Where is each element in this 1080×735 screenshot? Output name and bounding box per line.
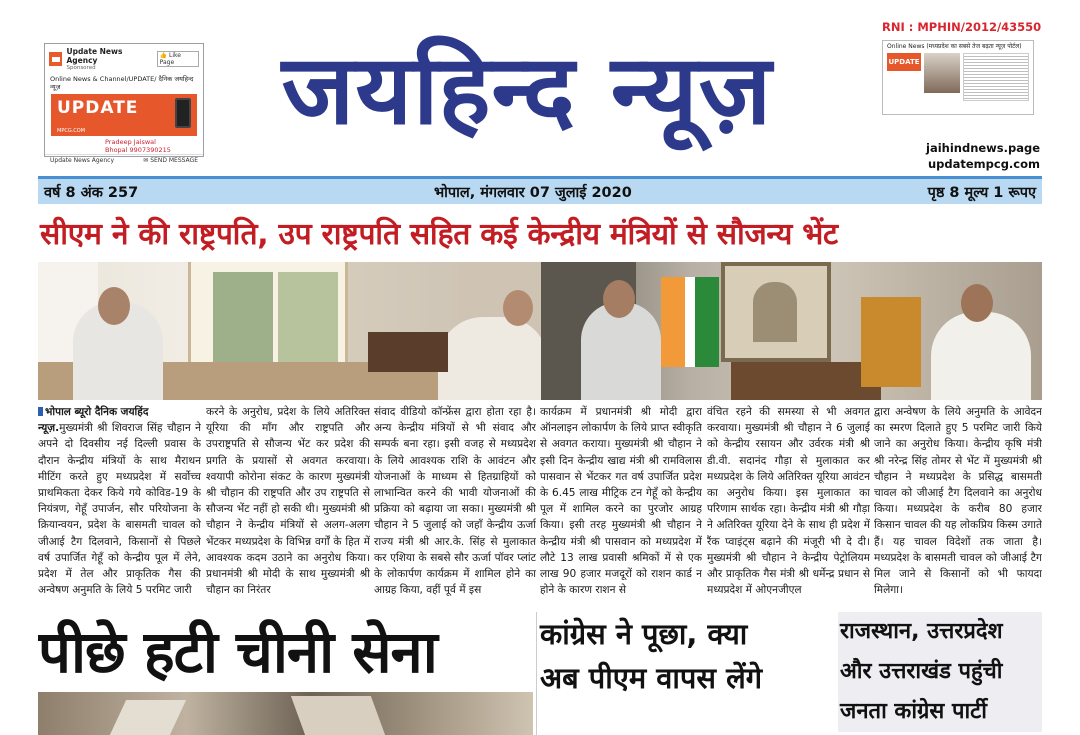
online-news-ad-photo xyxy=(924,53,960,93)
send-message-label: SEND MESSAGE xyxy=(150,157,198,164)
online-news-ad-page-preview xyxy=(963,53,1029,101)
photo-mountains xyxy=(38,692,533,735)
phone-icon xyxy=(175,98,191,128)
headline-congress-question xyxy=(540,612,830,700)
dateline-text: भोपाल ब्यूरो दैनिक जयहिंद xyxy=(45,406,149,418)
ad-banner-word: UPDATE xyxy=(57,98,139,118)
issue-date-bar xyxy=(38,176,1042,204)
article-column-3: संवाद वीडियो कॉन्फ्रेंस द्वारा होता रहा है। अन्य केन्द्रीय मंत्रियों से भी संवाद और सम्पर्क बना रहा। इसी वजह से मध्यप्रदेश के लिये आवश्यक राशि के आवंटन और योजनाओं के माध्यम से हितग्राहियों को लाभान्वित करने की भावी योजनाओं की प्रक्रिया को बढ़ाया जा सका। मुख्यमंत्री श्री चौहान ने 5 जुलाई को जहाँ केन्द्रीय ऊर्जा राज्य मंत्री श्री आर.के. सिंह से मुलाकात कर एशिया के सबसे सौर ऊर्जा पॉवर प्लांट के लोकार्पण कार्यक्रम में शामिल होने का आग्रह किया, वहीं पूर्व में इस xyxy=(374,406,536,597)
headline-janta-line-2: और उत्तराखंड पहुंची xyxy=(840,659,1003,684)
headline-chinese-army: पीछे हटी चीनी सेना xyxy=(38,618,437,686)
issue-number: वर्ष 8 अंक 257 xyxy=(44,184,139,201)
dateline-bullet-icon xyxy=(38,407,43,416)
online-news-ad-thumbnails xyxy=(887,53,1029,101)
ad-header xyxy=(45,44,203,74)
main-headline: सीएम ने की राष्ट्रपति, उप राष्ट्रपति सहित कई केन्द्रीय मंत्रियों से सौजन्य भेंट xyxy=(40,217,838,252)
agency-logo-icon xyxy=(49,52,62,66)
ad-contact-phone: Bhopal 9907390215 xyxy=(105,146,171,154)
website-link-2[interactable]: updatempcg.com xyxy=(927,157,1040,171)
ad-footer-agency: Update News Agency xyxy=(50,157,115,164)
online-news-ad[interactable] xyxy=(882,40,1034,115)
ad-agency-name: Update News Agency xyxy=(66,47,123,65)
ad-footer xyxy=(45,154,203,166)
column-divider xyxy=(536,612,537,735)
headline-congress-line-1: कांग्रेस ने पूछा, क्या xyxy=(540,617,748,651)
photo-cm-meets-president xyxy=(38,262,541,400)
photo-cm-meets-vice-president xyxy=(541,262,1042,400)
rni-number: RNI : MPHIN/2012/43550 xyxy=(882,20,1042,34)
issue-date: भोपाल, मंगलवार 07 जुलाई 2020 xyxy=(433,184,632,201)
article-dateline xyxy=(38,404,201,420)
website-list xyxy=(926,140,1040,172)
update-news-ad[interactable] xyxy=(44,43,204,164)
headline-janta-line-3: जनता कांग्रेस पार्टी xyxy=(840,699,987,724)
ad-sponsored-label: Sponsored xyxy=(66,65,96,71)
article-column-1 xyxy=(38,404,201,602)
ad-banner-url: MPCG.COM xyxy=(57,128,86,134)
headline-janta-line-1: राजस्थान, उत्तरप्रदेश xyxy=(840,619,1003,644)
ad-contact-name: Pradeep Jaiswal xyxy=(105,138,156,146)
article-column-1-text: मुख्यमंत्री श्री शिवराज सिंह चौहान ने अपने दो दिवसीय नई दिल्ली प्रवास के दौरान केन्द्रीय मंत्रियों के साथ मैराथन मीटिंग करते हुए मध्यप्रदेश में सर्वोच्च प्राथमिकता देकर किये गये कोविड-19 के नियंत्रण, गेहूँ उपार्जन, सौर परियोजना के क्रियान्वयन, प्रदेश के बासमती चावल को जीआई टैग दिलवाने, किसानों से पिछले वर्ष उपार्जित गेहूँ को केन्द्रीय पूल में लेने, प्रदेश में तेल और प्राकृतिक गैस की अन्वेषण अनुमति के लिये 5 परमिट जारी xyxy=(38,422,201,597)
like-page-label: Like Page xyxy=(159,52,181,66)
article-column-6: द्वारा अन्वेषण के लिये अनुमति के आवेदन का स्मरण दिलाते हुए 5 परमिट जारी किये जाने का अनुरोध किया। केन्द्रीय कृषि मंत्री श्री नरेन्द्र सिंह तोमर से भेंट में मुख्यमंत्री श्री चौहान ने मध्यप्रदेश के प्रसिद्ध बासमती चावल को जीआई टैग दिलवाने का अनुरोध किया। मध्यप्रदेश के करीब 80 हजार किसान चावल की यह लोकप्रिय किस्म उगाते हैं। यह चावल विदेशों तक जाता है। मध्यप्रदेश के बासमती चावल को जीआई टैग मिल जाने से किसानों को भी फायदा मिलेगा। xyxy=(874,406,1042,597)
send-message-button[interactable]: ✉ SEND MESSAGE xyxy=(143,157,198,164)
article-column-2: करने के अनुरोध, प्रदेश के लिये अतिरिक्त यूरिया की माँग और राष्ट्रपति और उपराष्ट्रपति से सौजन्य भेंट कर प्रदेश की प्रगति के प्रयासों से अवगत करवाया। श्वयापी कोरोना संकट के कारण मुख्यमंत्री श्री चौहान की राष्ट्रपति और उप राष्ट्रपति से सौजन्य भेंट नहीं हो सकी थी। मुख्यमंत्री श्री चौहान ने केन्द्रीय मंत्रियों से अलग-अलग भेंटकर मध्यप्रदेश के विभिन्न वर्गों के हित में आवश्यक कदम उठाने का अनुरोध किया। प्रधानमंत्री श्री मोदी के साथ मुख्यमंत्री श्री चौहान का निरंतर xyxy=(206,406,370,597)
article-column-5: वंचित रहने की समस्या से भी अवगत करवाया। मुख्यमंत्री श्री चौहान ने 6 जुलाई को केन्द्रीय रसायन और उर्वरक मंत्री श्री डी.वी. सदानंद गौड़ा से मुलाकात कर मध्यप्रदेश के लिये अतिरिक्त यूरिया आवंटन का अनुरोध किया। इस मुलाकात का परिणाम सार्थक रहा। केन्द्रीय मंत्री श्री गौड़ा ने अतिरिक्त यूरिया देने के साथ ही प्रदेश में रैंक प्वाइंट्स बढ़ाने की मंजूरी भी दे दी। मुख्यमंत्री श्री चौहान ने केन्द्रीय पेट्रोलियम और प्राकृतिक गैस मंत्री श्री धर्मेन्द्र प्रधान से मध्यप्रदेश में ओएनजीएल xyxy=(707,406,870,597)
article-lead: न्यूज़. xyxy=(38,422,60,435)
headline-congress-line-2: अब पीएम वापस लेंगे xyxy=(540,661,763,695)
article-body xyxy=(38,404,1042,602)
website-link-1[interactable]: jaihindnews.page xyxy=(926,141,1041,155)
headline-janta-congress xyxy=(838,612,1042,732)
ad-banner[interactable] xyxy=(51,94,197,136)
ad-description: Online News & Channel/UPDATE/ दैनिक जयहिन्द न्यूज़ xyxy=(50,75,194,91)
like-page-button[interactable]: 👍 Like Page xyxy=(157,51,199,67)
article-column-4: कार्यक्रम में प्रधानमंत्री श्री मोदी द्वारा ऑनलाइन लोकार्पण के लिये प्राप्त स्वीकृति से अवगत कराया। मुख्यमंत्री श्री चौहान ने इसी दिन केन्द्रीय खाद्य मंत्री श्री रामविलास पासवान से भेंटकर गत वर्ष उपार्जित प्रदेश के 6.45 लाख मीट्रिक टन गेहूँ को केन्द्रीय पूल में शामिल करने का पुरजोर आग्रह किया। इसी तरह मुख्यमंत्री श्री चौहान ने केन्द्रीय मंत्री श्री पासवान को मध्यप्रदेश में लौटे 13 लाख प्रवासी श्रमिकों में से एक लाख 90 हजार मजदूरों को राशन कार्ड न होने के कारण राशन से xyxy=(540,406,702,597)
online-news-ad-text: Online News (मध्यप्रदेश का सबसे तेज बढ़ता न्यूज़ पोर्टल) xyxy=(887,43,1022,50)
page-price: पृष्ठ 8 मूल्य 1 रूपए xyxy=(927,184,1036,201)
newspaper-title: जयहिन्द न्यूज़ xyxy=(281,34,773,146)
online-news-ad-badge: UPDATE xyxy=(887,53,921,71)
